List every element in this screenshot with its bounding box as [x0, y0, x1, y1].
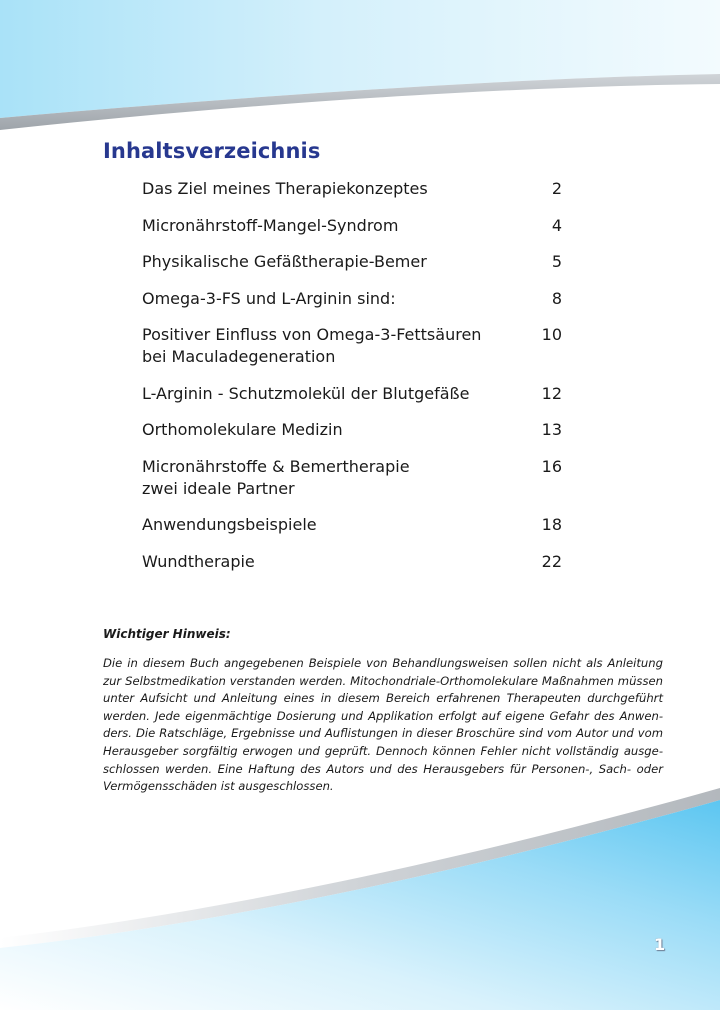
top-wave	[0, 0, 720, 118]
toc-item[interactable]	[142, 251, 562, 273]
toc-item-line: Das Ziel meines Therapiekonzeptes	[142, 179, 428, 198]
toc-item[interactable]	[142, 419, 562, 441]
toc-item-text	[142, 383, 502, 405]
toc-item-page: 5	[551, 252, 562, 271]
toc-item-text	[142, 288, 502, 310]
toc-item-text	[142, 324, 502, 368]
toc-item[interactable]	[142, 288, 562, 310]
toc-item[interactable]	[142, 215, 562, 237]
toc-item-text	[142, 419, 502, 441]
toc-item[interactable]	[142, 324, 562, 368]
toc-item-line: Micronährstoff-Mangel-Syndrom	[142, 215, 399, 235]
notice-title: Wichtiger Hinweis:	[103, 627, 231, 641]
toc-item-page: 8	[551, 288, 562, 308]
toc-item-page: 4	[551, 215, 562, 235]
toc-item-line: Anwendungsbeispiele	[142, 515, 317, 534]
toc-item-page: 12	[541, 383, 562, 403]
toc-item-text	[142, 251, 502, 273]
toc-item[interactable]	[142, 456, 562, 500]
toc-item-line: bei Maculadegeneration	[142, 347, 336, 366]
toc-item-line: Physikalische Gefäßtherapie-Bemer	[142, 252, 427, 271]
toc-item[interactable]	[142, 514, 562, 536]
toc-item-text	[142, 178, 502, 200]
toc-item-line: Positiver Einfluss von Omega-3-Fettsäuren	[142, 325, 482, 344]
bottom-wave	[0, 800, 720, 1010]
toc-item-page: 2	[551, 179, 562, 198]
toc-list	[142, 178, 562, 587]
toc-title: Inhaltsverzeichnis	[103, 139, 321, 163]
page-number: 1	[654, 935, 666, 954]
notice-body: Die in diesem Buch angegebenen Beispiele von Behandlungsweisen sollen nicht als Anleitung zur Selbstmedikation verstanden werden. Mitochondriale-Orthomolekulare Maßnahmen müssen unter Aufsicht und Anleitung eines in diesem Bereich erfahrenen Therapeuten durchgeführt werden. Jede eigenmächtige Dosierung und Applikation erfolgt auf eigene Gefahr des Anwenders. Die Ratschläge, Ergebnisse und Auflistungen in dieser Broschüre sind vom Autor und vom Herausgeber sorgfältig erwogen und geprüft. Dennoch können Fehler nicht vollständig ausgeschlossen werden. Eine Haftung des Autors und des Herausgebers für Personen-, Sach- oder Vermögensschäden ist ausgeschlossen.	[103, 656, 663, 794]
toc-item-text	[142, 551, 502, 573]
toc-item-line: zwei ideale Partner	[142, 478, 295, 498]
toc-item-page: 18	[541, 515, 562, 534]
toc-item-text	[142, 215, 502, 237]
toc-item-page: 13	[541, 420, 562, 439]
toc-item-line: Orthomolekulare Medizin	[142, 420, 343, 439]
toc-item-page: 16	[541, 456, 562, 476]
toc-item-page: 10	[541, 325, 562, 344]
toc-item[interactable]	[142, 178, 562, 200]
toc-item-line: Micronährstoffe & Bemertherapie	[142, 456, 410, 476]
toc-item-text	[142, 514, 502, 536]
toc-item-line: Wundtherapie	[142, 551, 255, 571]
toc-item[interactable]	[142, 551, 562, 573]
toc-item-page: 22	[541, 551, 562, 571]
toc-item[interactable]	[142, 383, 562, 405]
toc-item-line: Omega-3-FS und L-Arginin sind:	[142, 288, 396, 308]
toc-item-line: L-Arginin - Schutzmolekül der Blutgefäße	[142, 383, 470, 403]
toc-item-text	[142, 456, 502, 500]
